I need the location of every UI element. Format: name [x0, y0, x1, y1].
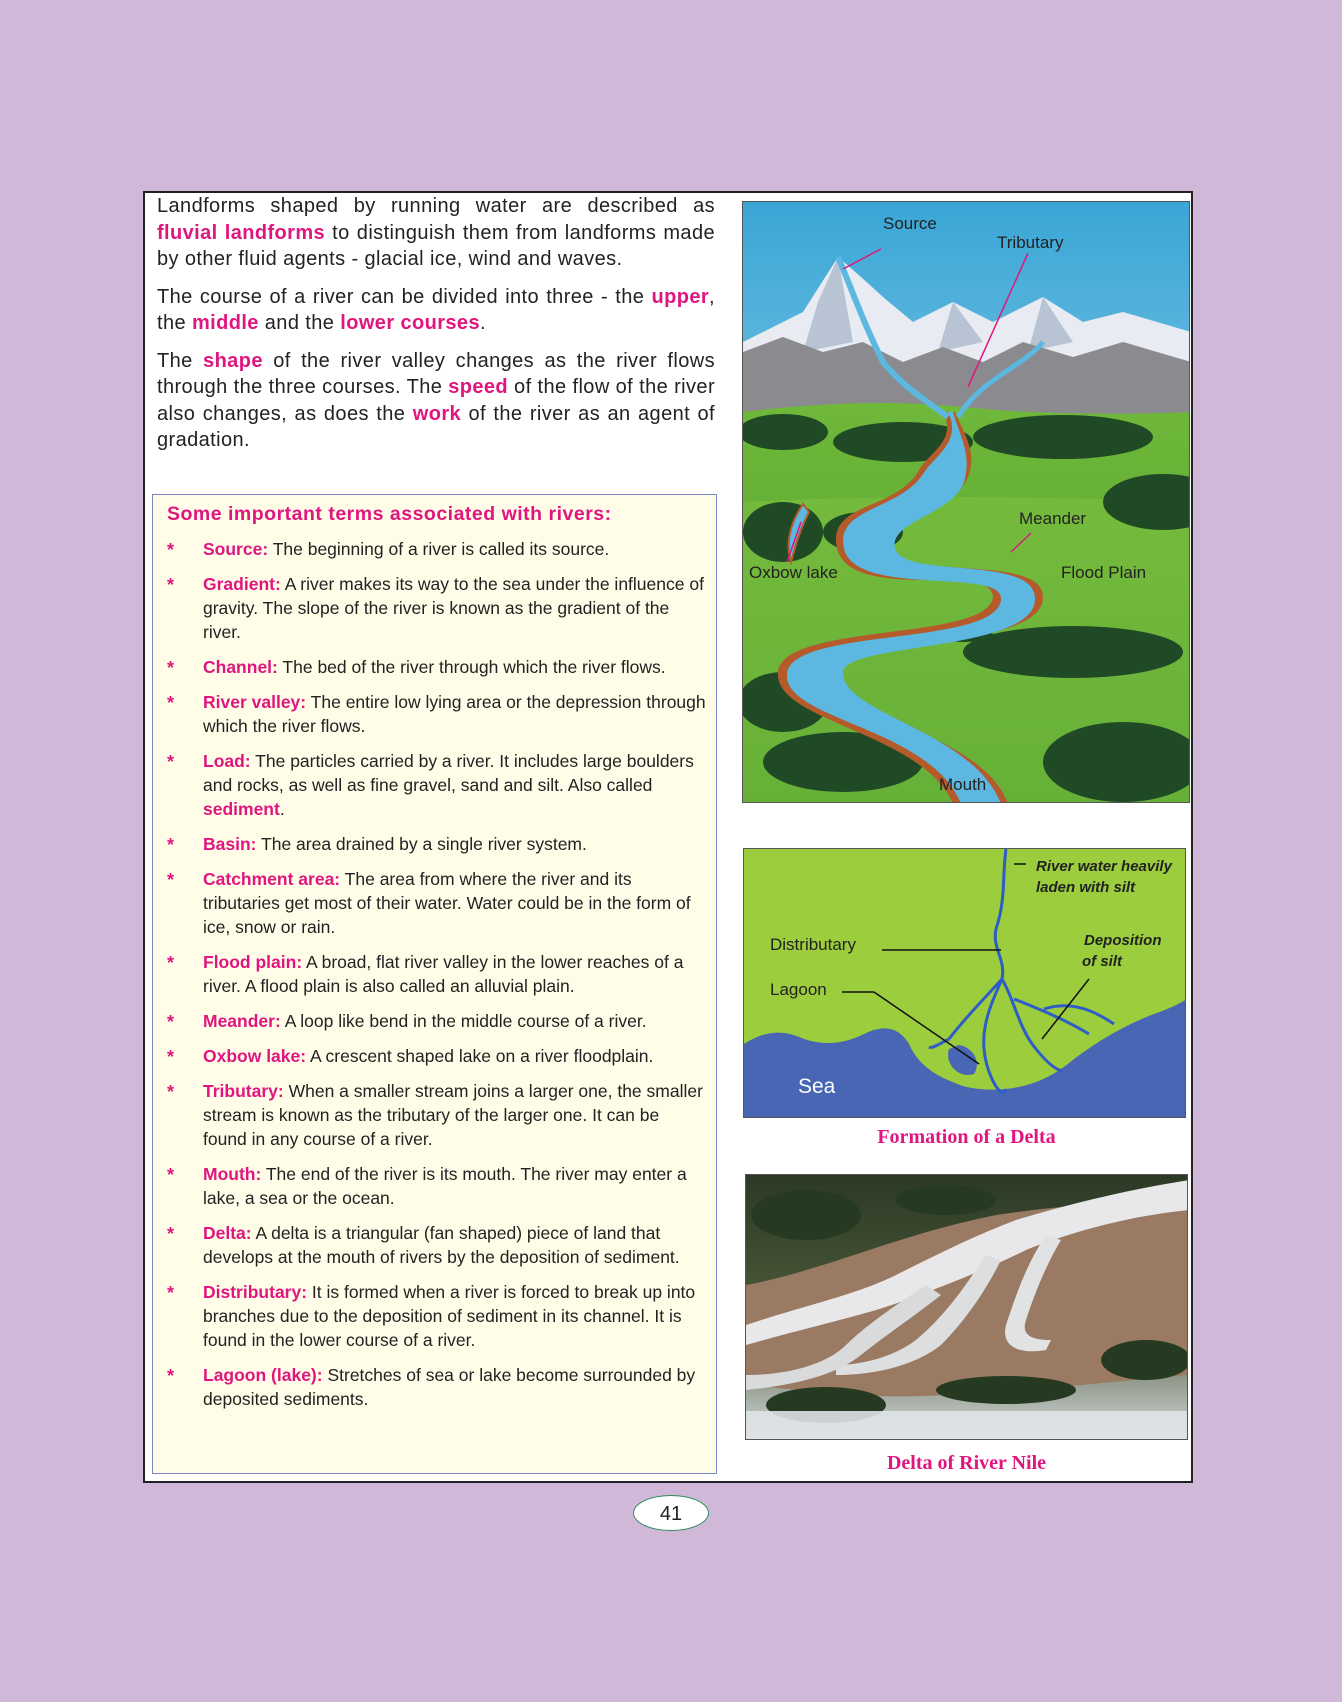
sea-haze	[746, 1411, 1188, 1440]
term-name: Lagoon (lake):	[203, 1365, 323, 1385]
list-item	[153, 537, 716, 561]
caption-nile: Delta of River Nile	[886, 1452, 1047, 1474]
term-name: Distributary:	[203, 1282, 308, 1302]
term-name: Meander:	[203, 1011, 281, 1031]
river-course-svg	[743, 202, 1190, 803]
label-silt-line-2: laden with silt	[1036, 879, 1136, 896]
term-definition: The bed of the river through which the river flows.	[277, 657, 666, 677]
list-item	[153, 1079, 716, 1151]
term-name: Load:	[203, 751, 251, 771]
term-definition: The beginning of a river is called its source.	[268, 539, 610, 559]
bullet-star: *	[167, 575, 175, 595]
intro-paragraph-3: The shape of the river valley changes as the river flows through the three courses. The speed of the flow of the river also changes, as does the work of the river as an agent of gradation.	[157, 349, 715, 451]
list-item	[153, 1162, 716, 1210]
term-definition: A river makes its way to the sea under the influence of gravity. The slope of the river is known as the gradient of the river.	[203, 574, 704, 642]
term-definition: The entire low lying area or the depression through which the river flows.	[203, 692, 706, 736]
bullet-star: *	[167, 1283, 175, 1303]
term-name: Catchment area:	[203, 869, 341, 889]
term-name: Gradient:	[203, 574, 281, 594]
bullet-star: *	[167, 752, 175, 772]
nile-svg	[746, 1175, 1188, 1440]
label-tributary: Tributary	[997, 233, 1064, 252]
list-item: * Load: The particles carried by a river. It includes large boulders and rocks, as well as fine gravel, sand and silt. Also called sediment.	[167, 751, 694, 819]
term-highlight: fluvial landforms	[157, 221, 326, 244]
label-deposition-line-2: of silt	[1082, 953, 1122, 970]
term-definition: A broad, flat river valley in the lower reaches of a river. A flood plain is also called an alluvial plain.	[203, 952, 684, 996]
term-highlight: lower courses	[340, 312, 480, 334]
term-name: Tributary:	[203, 1081, 284, 1101]
term-definition: The area drained by a single river system.	[256, 834, 587, 854]
term-name: Basin:	[203, 834, 257, 854]
list-item	[153, 1009, 716, 1033]
bullet-star: *	[167, 1366, 175, 1386]
term-definition: The particles carried by a river. It includes large boulders and rocks, as well as fine gravel, sand and silt. Also called	[203, 751, 694, 795]
term-highlight: sediment	[203, 799, 280, 819]
bullet-star: *	[167, 1012, 175, 1032]
term-definition: When a smaller stream joins a larger one, the smaller stream is known as the tributary of the larger one. It can be found in any course of a river.	[203, 1081, 703, 1149]
label-distributary: Distributary	[770, 935, 856, 954]
term-definition: A crescent shaped lake on a river floodplain.	[306, 1046, 654, 1066]
term-highlight: speed	[448, 376, 509, 398]
term-definition: It is formed when a river is forced to break up into branches due to the deposition of sediment in its channel. It is found in the lower course of a river.	[203, 1282, 696, 1350]
term-highlight: upper	[651, 285, 710, 308]
bullet-star: *	[167, 658, 175, 678]
bullet-star: *	[167, 540, 175, 560]
delta-diagram	[743, 848, 1186, 1118]
label-oxbow-lake: Oxbow lake	[749, 563, 838, 582]
list-item	[153, 690, 716, 738]
term-name: Delta:	[203, 1223, 252, 1243]
bullet-star: *	[167, 1082, 175, 1102]
term-highlight: middle	[191, 312, 259, 334]
nile-delta-photo	[745, 1174, 1188, 1440]
term-name: River valley:	[203, 692, 307, 712]
intro-paragraph-2: The course of a river can be divided into three - the upper, the middle and the lower courses.	[157, 285, 715, 334]
list-item	[153, 950, 716, 998]
term-definition: The end of the river is its mouth. The river may enter a lake, a sea or the ocean.	[203, 1164, 687, 1208]
term-definition: The area from where the river and its tributaries get most of their water. Water could be in the form of ice, snow or rain.	[203, 869, 691, 937]
page-number: 41	[633, 1495, 709, 1531]
terms-box	[152, 494, 717, 1474]
list-item	[153, 867, 716, 939]
list-item	[153, 1280, 716, 1352]
term-definition: A delta is a triangular (fan shaped) piece of land that develops at the mouth of rivers by the deposition of sediment.	[203, 1223, 680, 1267]
bullet-star: *	[167, 1224, 175, 1244]
label-source: Source	[883, 214, 937, 233]
term-name: Mouth:	[203, 1164, 262, 1184]
label-deposition-line-1: Deposition	[1084, 932, 1162, 949]
bullet-star: *	[167, 693, 175, 713]
term-definition: Stretches of sea or lake become surrounded by deposited sediments.	[203, 1365, 696, 1409]
bullet-star: *	[167, 835, 175, 855]
list-item	[153, 572, 716, 644]
term-list	[153, 537, 716, 1422]
label-lagoon: Lagoon	[770, 980, 827, 999]
terms-title: Some important terms associated with rivers:	[167, 503, 612, 525]
bullet-star: *	[167, 1165, 175, 1185]
intro-text	[157, 193, 715, 465]
list-item	[153, 1221, 716, 1269]
label-meander: Meander	[1019, 509, 1087, 528]
intro-paragraph-1: Landforms shaped by running water are described as fluvial landforms to distinguish them from landforms made by other fluid agents - glacial ice, wind and waves.	[157, 195, 715, 270]
list-item	[153, 655, 716, 679]
river-course-illustration	[742, 201, 1190, 803]
list-item	[153, 1044, 716, 1068]
term-definition: A loop like bend in the middle course of a river.	[280, 1011, 647, 1031]
label-mouth: Mouth	[939, 775, 987, 794]
label-sea: Sea	[798, 1075, 836, 1098]
term-name: Source:	[203, 539, 269, 559]
caption-delta: Formation of a Delta	[877, 1126, 1056, 1148]
term-name: Flood plain:	[203, 952, 303, 972]
bullet-star: *	[167, 870, 175, 890]
label-flood-plain: Flood Plain	[1061, 563, 1147, 582]
list-item	[153, 1363, 716, 1411]
bullet-star: *	[167, 953, 175, 973]
list-item	[153, 832, 716, 856]
term-highlight: shape	[203, 349, 263, 372]
delta-svg	[744, 849, 1186, 1118]
term-name: Channel:	[203, 657, 278, 677]
term-name: Oxbow lake:	[203, 1046, 307, 1066]
label-silt-line-1: River water heavily	[1036, 858, 1172, 875]
bullet-star: *	[167, 1047, 175, 1067]
term-highlight: work	[412, 402, 462, 425]
